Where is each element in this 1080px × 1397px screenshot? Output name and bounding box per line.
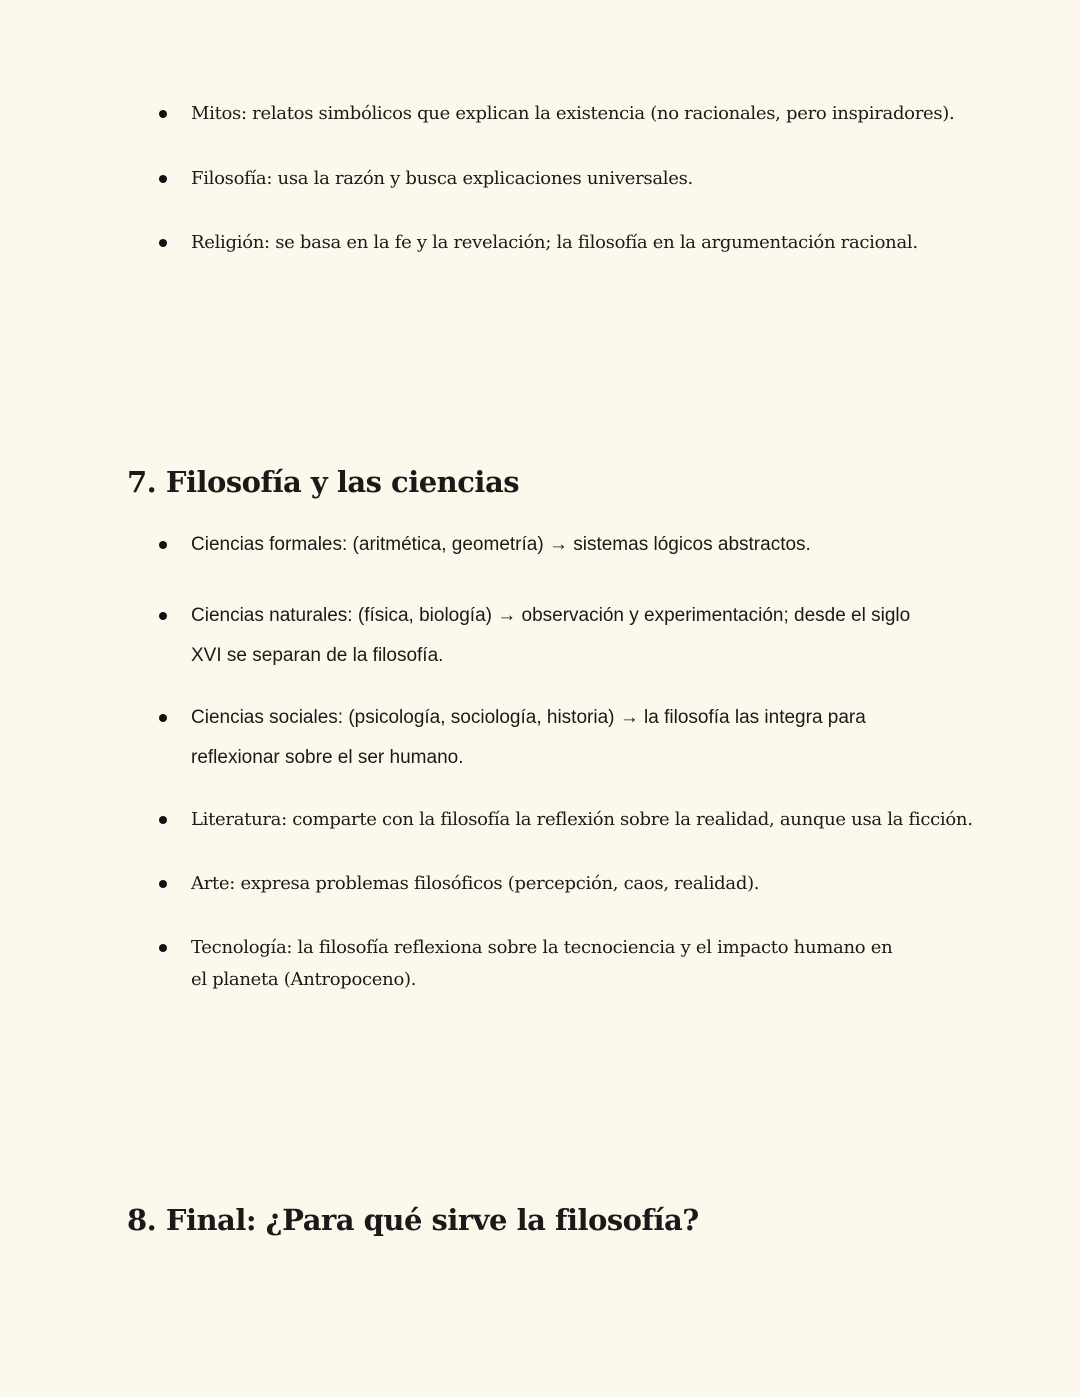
list-item (191, 98, 961, 130)
list-item (191, 525, 961, 565)
list-item (191, 163, 961, 195)
bullet-icon (159, 239, 167, 247)
section-heading: 7. Filosofía y las ciencias (127, 465, 520, 499)
list-item-text: Ciencias formales: (aritmética, geometría) → sistemas lógicos abstractos. (191, 534, 811, 555)
section-heading: 8. Final: ¿Para qué sirve la filosofía? (127, 1203, 699, 1237)
bullet-icon (159, 816, 167, 824)
bullet-icon (159, 110, 167, 118)
list-item (191, 932, 911, 996)
list-item (191, 596, 941, 676)
list-item (191, 227, 961, 259)
list-item-text: Tecnología: la filosofía reflexiona sobre la tecnociencia y el impacto humano en el planeta (Antropoceno). (191, 937, 893, 990)
list-item-text: Religión: se basa en la fe y la revelación; la filosofía en la argumentación racional. (191, 232, 918, 253)
list-item-text: Ciencias sociales: (psicología, sociología, historia) → la filosofía las integra para reflexionar sobre el ser humano. (191, 707, 866, 768)
bullet-icon (159, 612, 167, 620)
list-item-text: Filosofía: usa la razón y busca explicaciones universales. (191, 168, 693, 189)
list-item-text: Ciencias naturales: (física, biología) → observación y experimentación; desde el siglo XVI se separan de la filosofía. (191, 605, 911, 666)
bullet-icon (159, 944, 167, 952)
list-item-text: Mitos: relatos simbólicos que explican la existencia (no racionales, pero inspiradores). (191, 103, 955, 124)
bullet-icon (159, 175, 167, 183)
bullet-icon (159, 714, 167, 722)
list-item (191, 804, 981, 836)
list-item-text: Arte: expresa problemas filosóficos (percepción, caos, realidad). (191, 873, 760, 894)
list-item (191, 868, 961, 900)
list-item-text: Literatura: comparte con la filosofía la reflexión sobre la realidad, aunque usa la ficción. (191, 809, 973, 830)
bullet-icon (159, 880, 167, 888)
bullet-icon (159, 541, 167, 549)
list-item (191, 698, 901, 778)
